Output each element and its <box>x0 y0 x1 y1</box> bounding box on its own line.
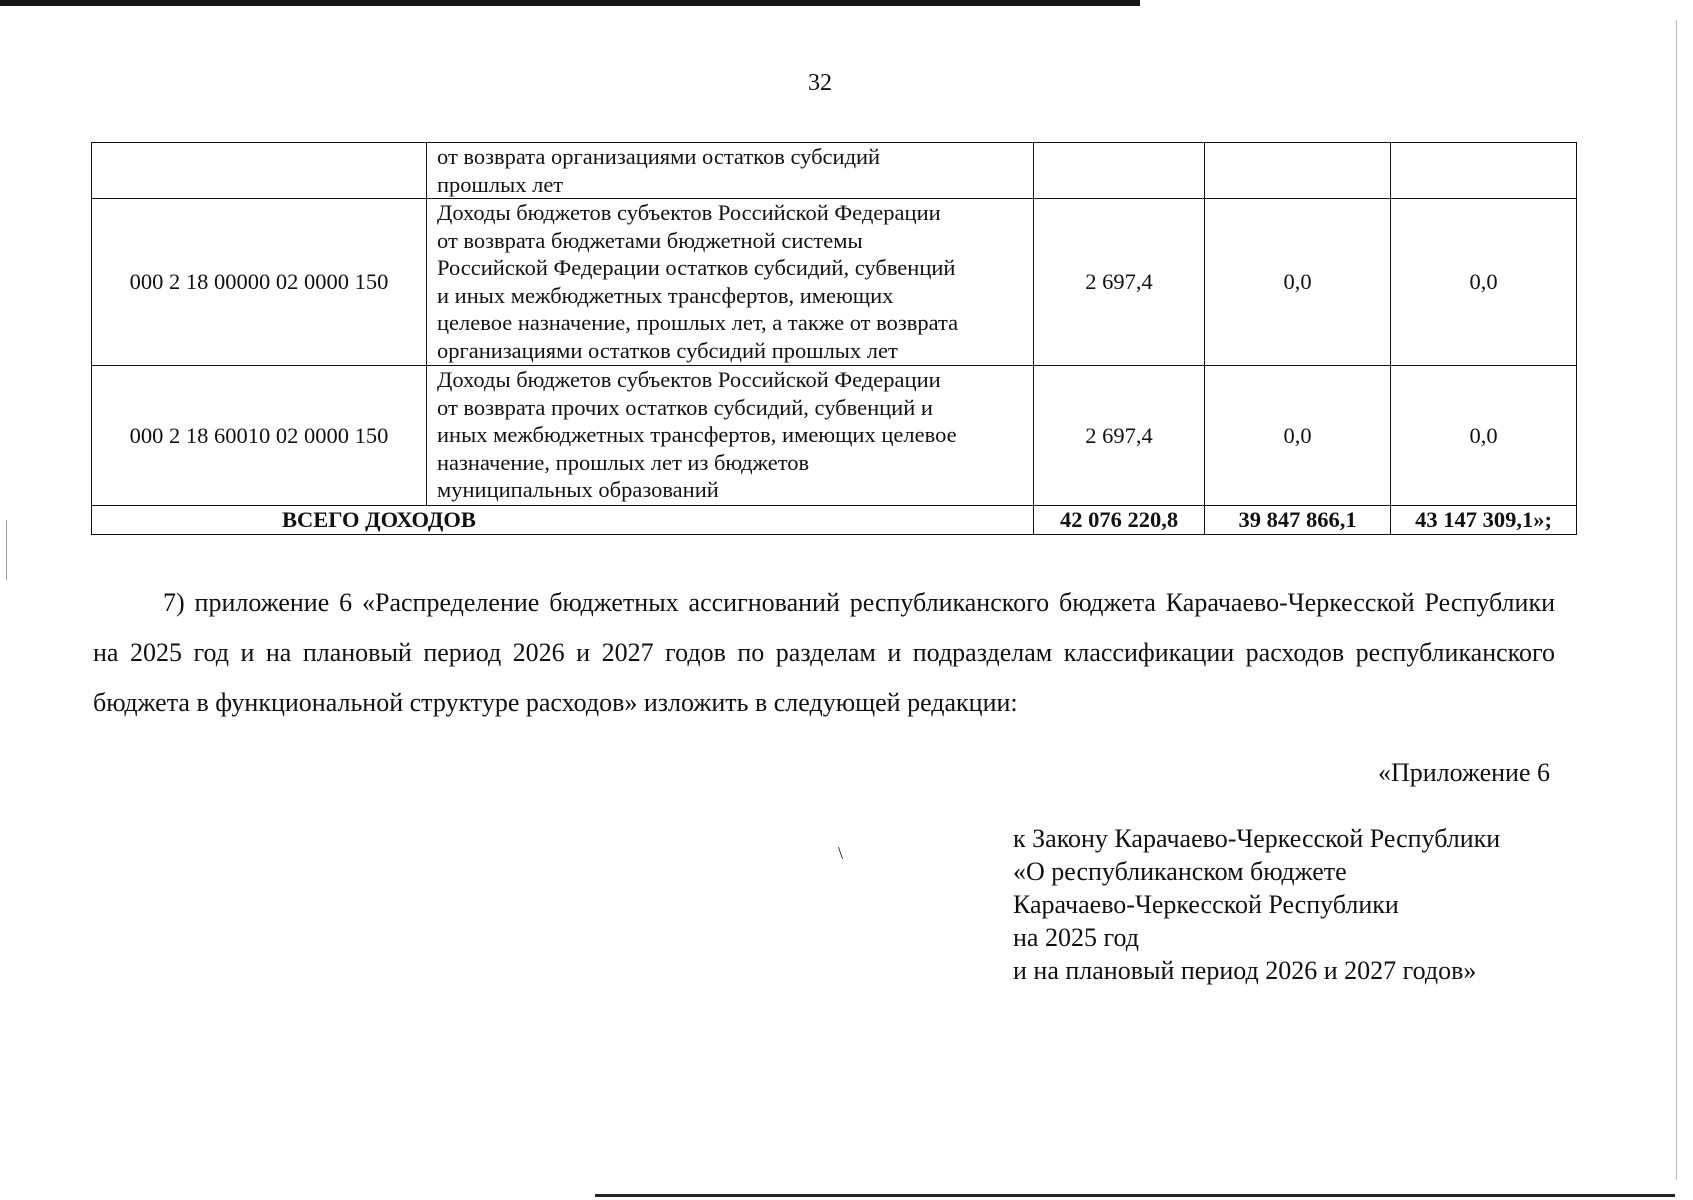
row-description <box>427 366 1034 506</box>
annex-title: «Приложение 6 <box>1377 758 1550 787</box>
bottom-border-rule <box>595 1194 1675 1197</box>
description-line: назначение, прошлых лет из бюджетов <box>437 449 810 475</box>
row-description <box>427 143 1034 199</box>
description-line: иных межбюджетных трансфертов, имеющих целевое <box>437 422 957 447</box>
value-2026: 0,0 <box>1205 199 1391 366</box>
annex-line: на 2025 год <box>1013 923 1139 952</box>
table-row <box>92 199 1577 366</box>
stray-ink-mark: \ <box>838 843 844 863</box>
right-edge-line <box>1676 20 1677 1180</box>
description-line: от возврата прочих остатков субсидий, субвенций и <box>437 394 933 420</box>
left-edge-mark <box>6 520 7 580</box>
description-line: муниципальных образований <box>437 477 719 502</box>
total-row <box>92 506 1577 535</box>
value-2027 <box>1391 143 1577 199</box>
total-2026: 39 847 866,1 <box>1205 506 1391 535</box>
annex-line: «О республиканском бюджете <box>1013 857 1347 886</box>
total-2025: 42 076 220,8 <box>1034 506 1205 535</box>
description-line: Доходы бюджетов субъектов Российской Федерации <box>437 367 941 392</box>
row-code: 000 2 18 60010 02 0000 150 <box>92 366 427 506</box>
value-2027: 0,0 <box>1391 366 1577 506</box>
description-line: организациями остатков субсидий прошлых лет <box>437 337 898 363</box>
annex-line: и на плановый период 2026 и 2027 годов» <box>1013 956 1477 985</box>
description-line: и иных межбюджетных трансфертов, имеющих <box>437 282 894 308</box>
value-2027: 0,0 <box>1391 199 1577 366</box>
row-code <box>92 143 427 199</box>
page-number: 32 <box>808 70 832 96</box>
value-2026: 0,0 <box>1205 366 1391 506</box>
value-2025 <box>1034 143 1205 199</box>
income-table <box>91 142 1577 535</box>
description-line: целевое назначение, прошлых лет, а также от возврата <box>437 310 959 335</box>
total-label: ВСЕГО ДОХОДОВ <box>92 506 1034 535</box>
top-border-rule <box>0 0 1140 6</box>
row-description <box>427 199 1034 366</box>
annex-line: Карачаево-Черкесской Республики <box>1013 890 1399 919</box>
row-code: 000 2 18 00000 02 0000 150 <box>92 199 427 366</box>
description-line: Доходы бюджетов субъектов Российской Федерации <box>437 200 941 225</box>
total-2027: 43 147 309,1»; <box>1391 506 1577 535</box>
description-line: Российской Федерации остатков субсидий, субвенций <box>437 255 956 280</box>
table-row <box>92 143 1577 199</box>
table-row <box>92 366 1577 506</box>
description-line: от возврата бюджетами бюджетной системы <box>437 227 863 253</box>
description-line: от возврата организациями остатков субсидий <box>437 144 881 169</box>
description-line: прошлых лет <box>437 171 564 197</box>
amendment-paragraph: 7) приложение 6 «Распределение бюджетных ассигнований республиканского бюджета Карачаево-Черкесской Республики на 2025 год и на плановый период 2026 и 2027 годов по разделам и подразделам классификации расходов республиканского бюджета в функциональной структуре расходов» изложить в следующей редакции: <box>93 588 1555 717</box>
annex-line: к Закону Карачаево-Черкесской Республики <box>1013 824 1501 853</box>
value-2026 <box>1205 143 1391 199</box>
value-2025: 2 697,4 <box>1034 366 1205 506</box>
income-table-body <box>92 143 1577 535</box>
value-2025: 2 697,4 <box>1034 199 1205 366</box>
annex-reference <box>1013 822 1613 987</box>
